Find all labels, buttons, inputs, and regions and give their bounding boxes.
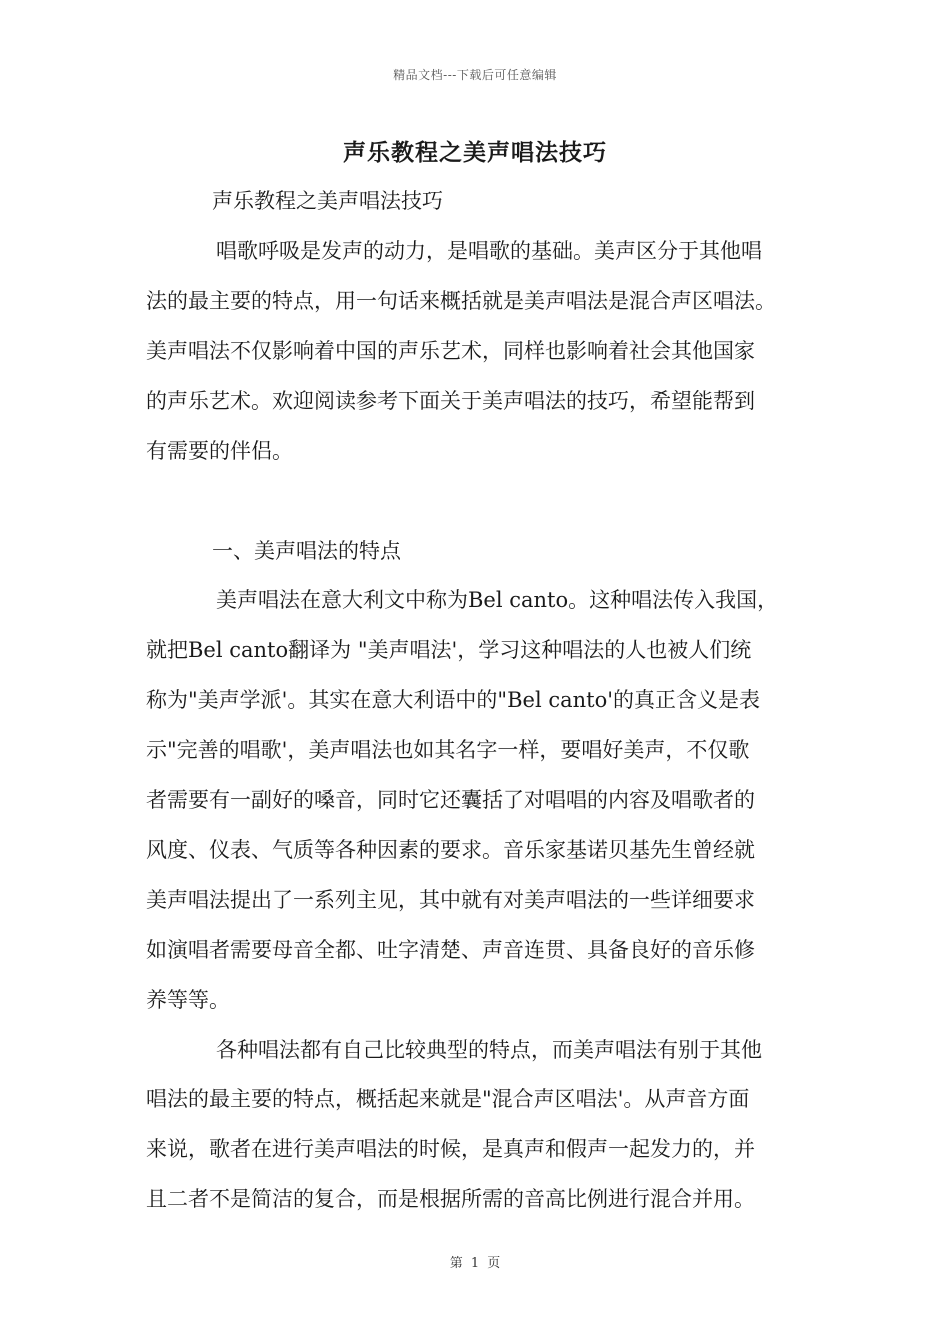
paragraph-line: 且二者不是简洁的复合，而是根据所需的音高比例进行混合并用。 (146, 1187, 755, 1211)
paragraph-line: 美声唱法在意大利文中称为Bel canto。这种唱法传入我国， (216, 588, 779, 612)
paragraph-line: 法的最主要的特点，用一句话来概括就是美声唱法是混合声区唱法。 (146, 289, 776, 313)
paragraph-line: 如演唱者需要母音全都、吐字清楚、声音连贯、具备良好的音乐修 (146, 938, 755, 962)
paragraph-line: 者需要有一副好的嗓音，同时它还囊括了对唱唱的内容及唱歌者的 (146, 788, 755, 812)
paragraph-line: 美声唱法不仅影响着中国的声乐艺术，同样也影响着社会其他国家 (146, 339, 755, 363)
paragraph-line: 风度、仪表、气质等各种因素的要求。音乐家基诺贝基先生曾经就 (146, 838, 755, 862)
paragraph-line: 称为"美声学派'。其实在意大利语中的"Bel canto'的真正含义是表 (146, 688, 761, 712)
section-heading: 一、美声唱法的特点 (212, 539, 401, 563)
paragraph-line: 各种唱法都有自己比较典型的特点，而美声唱法有别于其他 (216, 1038, 762, 1062)
paragraph-line: 有需要的伴侣。 (146, 439, 293, 463)
paragraph-line: 唱法的最主要的特点，概括起来就是"混合声区唱法'。从声音方面 (146, 1087, 750, 1111)
paragraph-line: 来说，歌者在进行美声唱法的时候，是真声和假声一起发力的，并 (146, 1137, 755, 1161)
document-title: 声乐教程之美声唱法技巧 (343, 139, 607, 166)
paragraph-line: 养等等。 (146, 988, 230, 1012)
page-number: 第 1 页 (449, 1256, 501, 1271)
document-subtitle: 声乐教程之美声唱法技巧 (212, 189, 443, 213)
paragraph-line: 示"完善的唱歌'，美声唱法也如其名字一样，要唱好美声，不仅歌 (146, 738, 750, 762)
paragraph-line: 唱歌呼吸是发声的动力，是唱歌的基础。美声区分于其他唱 (216, 239, 762, 263)
paragraph-line: 就把Bel canto翻译为 "美声唱法'，学习这种唱法的人也被人们统 (146, 638, 752, 662)
paragraph-line: 的声乐艺术。欢迎阅读参考下面关于美声唱法的技巧，希望能帮到 (146, 389, 755, 413)
paragraph-line: 美声唱法提出了一系列主见，其中就有对美声唱法的一些详细要求 (146, 888, 755, 912)
page-header: 精品文档---下载后可任意编辑 (393, 68, 557, 82)
